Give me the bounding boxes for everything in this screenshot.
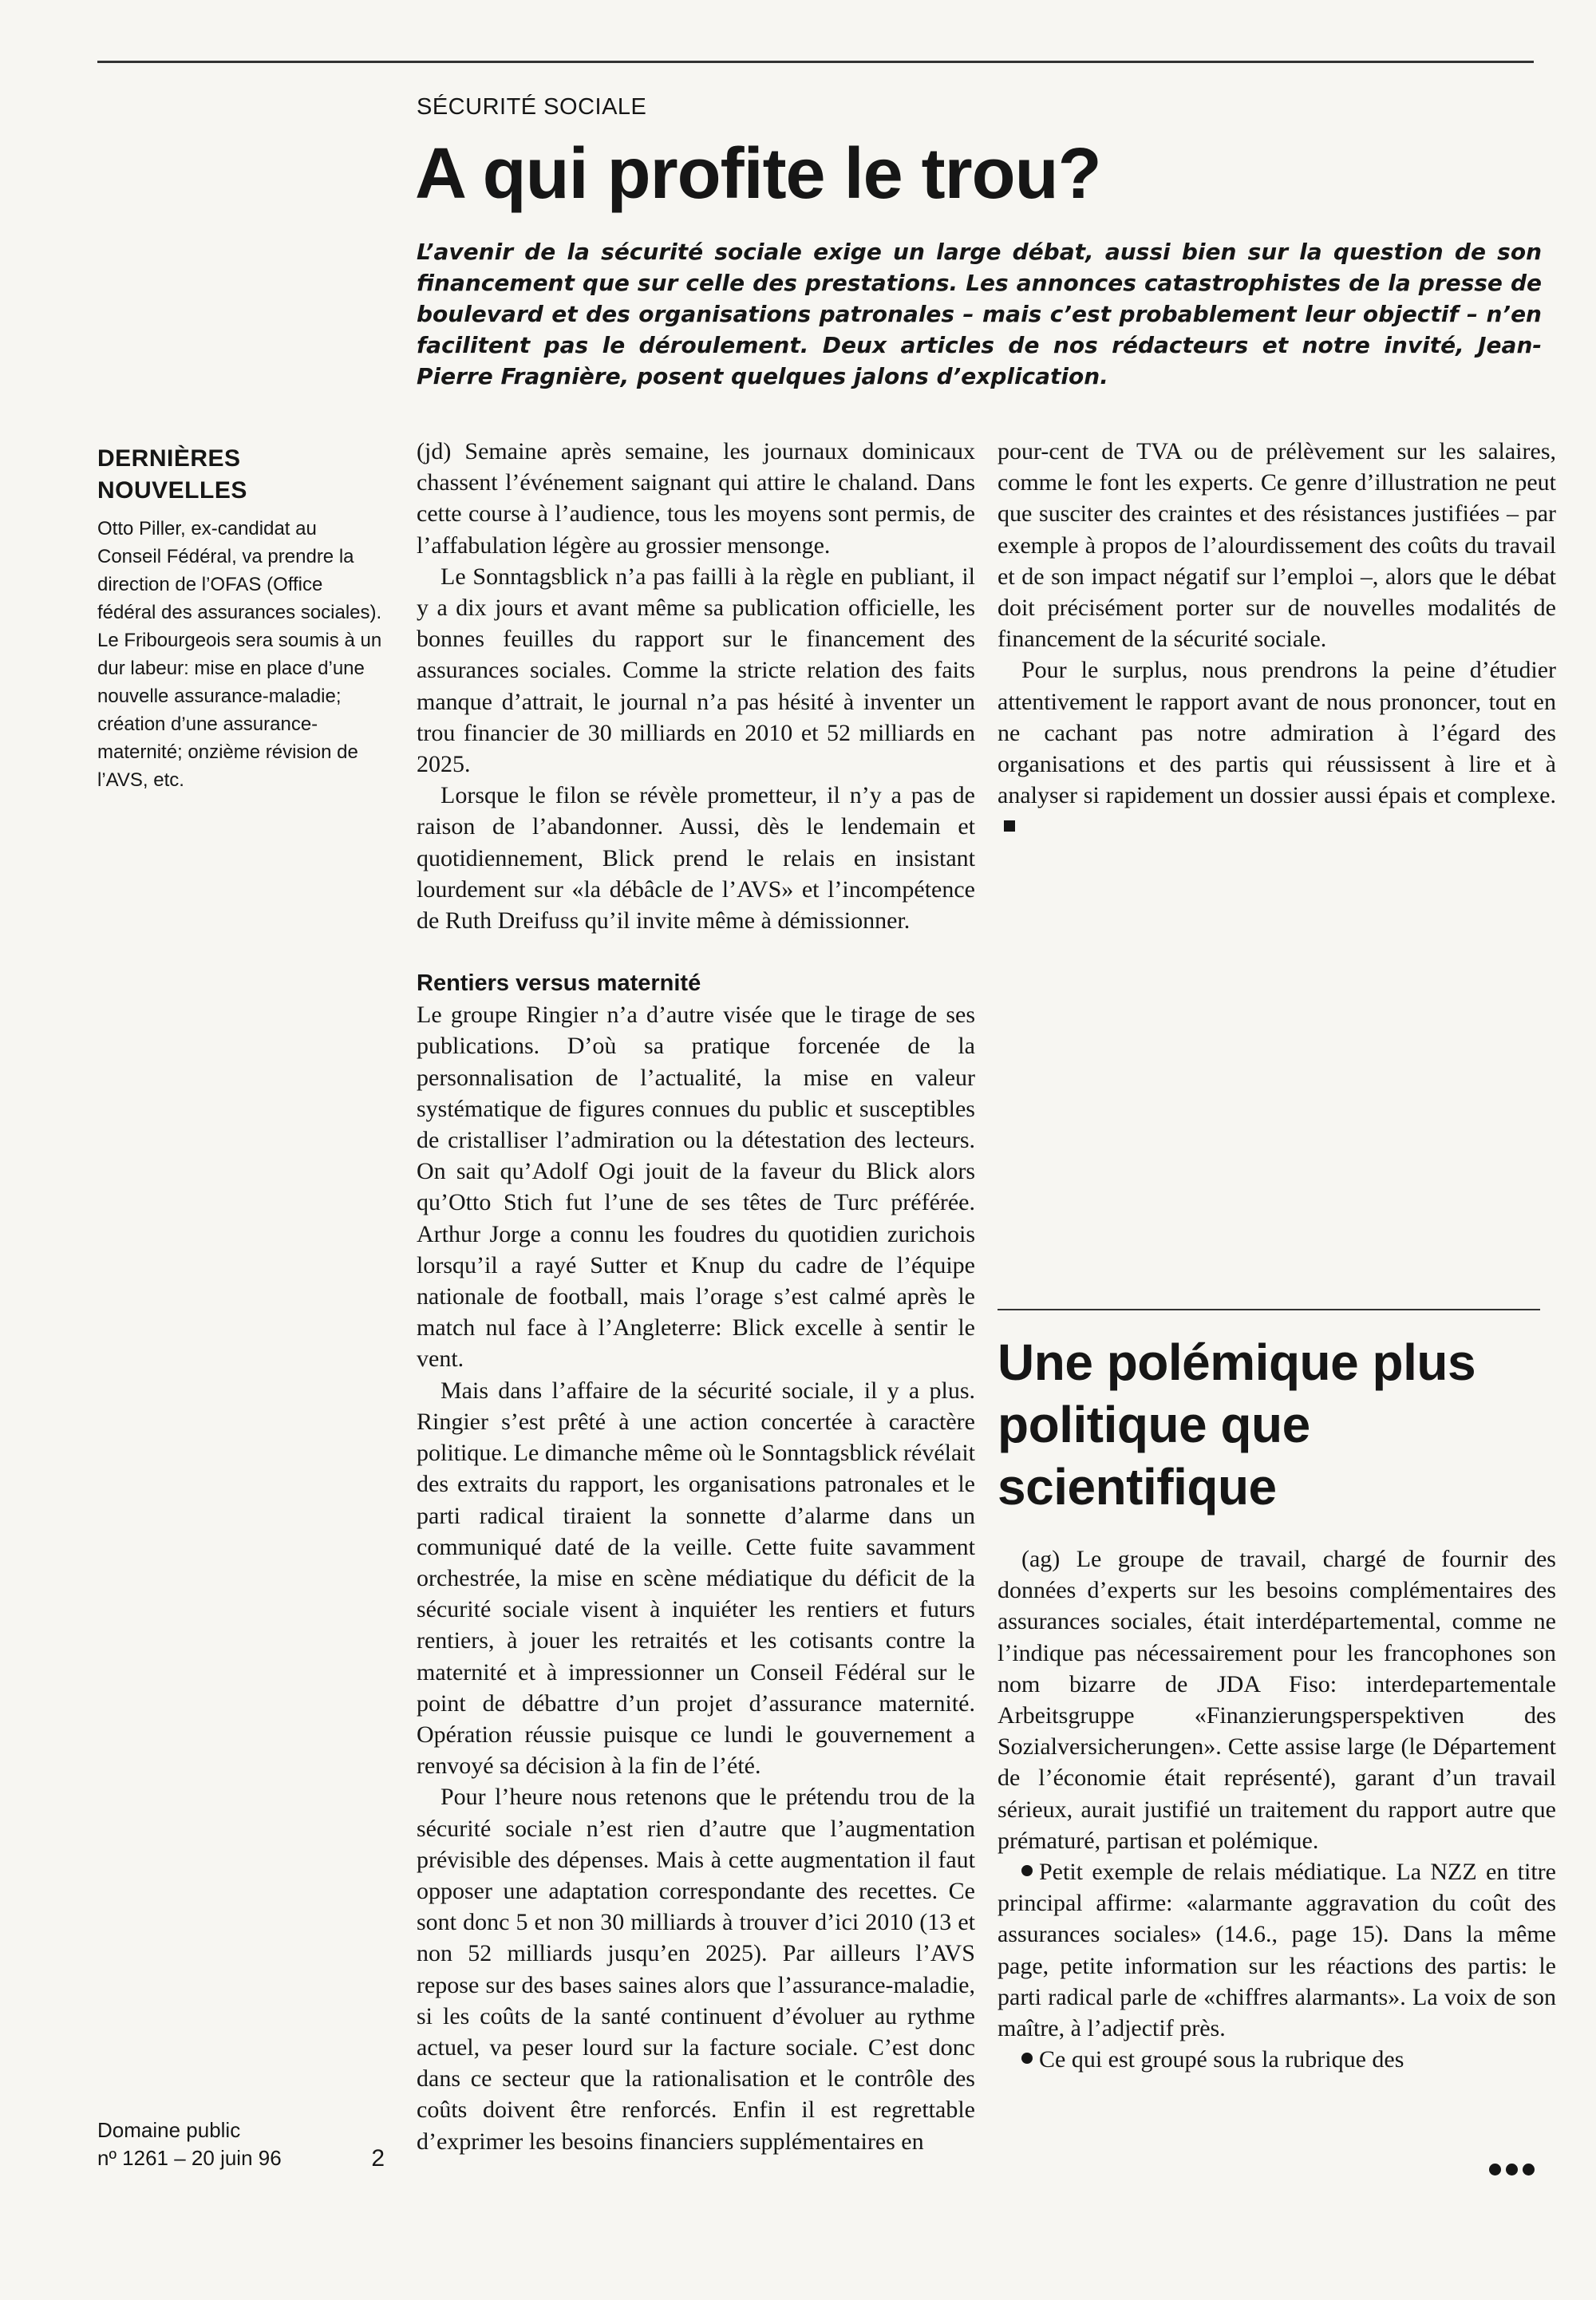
article-column-1 — [417, 436, 975, 2157]
article-column-2 — [998, 436, 1556, 843]
article-paragraph: (jd) Semaine après semaine, les journaux dominicaux chassent l’événement saignant qui attire le chaland. Dans cette course à l’audience, tous les moyens sont permis, de l’affabulation légère au grossier mensonge. — [417, 438, 975, 559]
article-paragraph: Le groupe Ringier n’a d’autre visée que le tirage de ses publications. D’où sa pratique forcenée de la personnalisation de l’actualité, la mise en valeur systématique de figures connues du public et susceptibles de cristalliser l’admiration ou la détestation des lecteurs. On sait qu’Adolf Ogi jouit de la faveur du Blick alors qu’Otto Stich fut l’une de ses têtes de Turc préférée. Arthur Jorge a connu les foudres du quotidien zurichois lorsqu’il a rayé Sutter et Knup du cadre de l’équipe nationale de football, mais l’orage s’est calmé après le match nul face à l’Angleterre: Blick excelle à sentir le vent. — [417, 1002, 975, 1373]
article-paragraph: Pour l’heure nous retenons que le prétendu trou de la sécurité sociale n’est rien d’autre que l’augmentation prévisible des dépenses. Mais à cette augmentation il faut opposer une adaptation correspondante des recettes. Ce sont donc 5 et non 30 milliards à trouver d’ici 2010 (13 et non 52 milliards jusqu’en 2025). Par ailleurs l’AVS repose sur des bases saines alors que l’assurance-maladie, si les coûts de la santé continuent d’évoluer au rythme actuel, va peser lourd sur la facture sociale. C’est donc dans ce secteur que la rationalisation et le contrôle des coûts doivent être renforcés. Enfin il est regrettable d’exprimer les besoins financiers supplémentaires en — [417, 1784, 975, 2155]
sidebar-heading: DERNIÈRES NOUVELLES — [97, 445, 247, 504]
end-of-article-mark — [1004, 820, 1015, 832]
article-paragraph: Lorsque le filon se révèle prometteur, il n’y a pas de raison de l’abandonner. Aussi, dès le lendemain et quotidiennement, Blick prend le relais en insistant lourdement sur «la débâcle de l’AVS» et l’incompétence de Ruth Dreifuss qu’il invite même à démissionner. — [417, 782, 975, 935]
article-paragraph-text: Petit exemple de relais médiatique. La NZZ en titre principal affirme: «alarmante aggravation du coût des assurances sociales» (14.6., page 15). Dans la même page, petite information sur les réactions des partis: le parti radical parle de «chiffres alarmants». La voix de son maître, à l’adjectif près. — [998, 1859, 1556, 2042]
issue-info: nº 1261 – 20 juin 96 — [97, 2146, 282, 2170]
article-subheading: Rentiers versus maternité — [417, 970, 701, 997]
second-article-body — [998, 1543, 1556, 2075]
page-footer — [97, 2116, 385, 2172]
continued-dots-icon — [1489, 2164, 1535, 2176]
article-paragraph-text: Pour le surplus, nous prendrons la peine d’étudier attentivement le rapport avant de nous prononcer, tout en ne cachant pas notre admiration à l’égard des organisations et des partis qui réussissent à lire et à analyser si rapidement un dossier aussi épais et complexe. — [998, 657, 1556, 809]
article-paragraph: (ag) Le groupe de travail, chargé de fournir des données d’experts sur les besoins complémentaires des assurances sociales, était interdépartemental, comme ne l’indique pas nécessairement pour les francophones son nom bizarre de JDA Fiso: interdepartementale Arbeitsgruppe «Finanzierungsperspektiven des Sozialversicherungen». Cette assise large (le Département de l’économie était représenté), garant d’un travail sérieux, aurait justifié un traitement du rapport autre que prématuré, partisan et polémique. — [998, 1546, 1556, 1854]
article-paragraph — [998, 1856, 1556, 2044]
article-paragraph-text: Ce qui est groupé sous la rubrique des — [1039, 2046, 1404, 2073]
page-number: 2 — [371, 2145, 385, 2172]
top-rule — [97, 61, 1534, 63]
article-paragraph: Le Sonntagsblick n’a pas failli à la règle en publiant, il y a dix jours et avant même sa publication officielle, les bonnes feuilles du rapport sur le financement des assurances sociales. Comme la stricte relation des faits manque d’attrait, le journal n’a pas hésité à inventer un trou financier de 30 milliards en 2010 et 52 milliards en 2025. — [417, 563, 975, 778]
article-paragraph — [998, 2044, 1556, 2075]
article-paragraph: Mais dans l’affaire de la sécurité sociale, il y a plus. Ringier s’est prêté à une action concertée à caractère politique. Le dimanche même où le Sonntagsblick révélait des extraits du rapport, les organisations patronales et le parti radical tiraient la sonnette d’alarme dans un communiqué daté de la veille. Cette fuite savamment orchestrée, la mise en scène médiatique du déficit de la sécurité sociale visent à inquiéter les rentiers et futurs rentiers, à jouer les retraités et les cotisants contre la maternité et à impressionner un Conseil Fédéral sur le point de débattre d’un projet d’assurance maternité. Opération réussie puisque ce lundi le gouvernement a renvoyé sa décision à la fin de l’été. — [417, 1377, 975, 1780]
second-article-title: Une polémique plus politique que scientifique — [998, 1334, 1476, 1516]
sidebar-text: Otto Piller, ex-candidat au Conseil Fédéral, va prendre la direction de l’OFAS (Office fédéral des assurances sociales). Le Fribourgeois sera soumis à un dur labeur: mise en place d’une nouvelle assurance-maladie; création d’une assurance-maternité; onzième révision de l’AVS, etc. — [97, 518, 382, 791]
sidebar-news — [97, 443, 385, 794]
bullet-icon — [1021, 1865, 1033, 1876]
section-kicker: SÉCURITÉ SOCIALE — [417, 94, 647, 120]
article-title: A qui profite le trou? — [415, 134, 1101, 214]
bullet-icon — [1021, 2053, 1033, 2064]
publication-name: Domaine public — [97, 2118, 241, 2142]
article-separator-rule — [998, 1309, 1540, 1310]
article-paragraph — [998, 654, 1556, 842]
article-lead: L’avenir de la sécurité sociale exige un large débat, aussi bien sur la question de son financement que sur celle des prestations. Les annonces catastrophistes de la presse de boulevard et des organisations patronales – mais c’est probablement leur objectif – n’en facilitent pas le déroulement. Deux articles de nos rédacteurs et notre invité, Jean-Pierre Fragnière, posent quelques jalons d’explication. — [417, 239, 1542, 389]
article-paragraph-continued: pour-cent de TVA ou de prélèvement sur les salaires, comme le font les experts. Ce genre d’illustration ne peut que susciter des craintes et des résistances justifiées – par exemple à propos de l’alourdissement des coûts du travail et de son impact négatif sur l’emploi –, alors que le débat doit précisément porter sur de nouvelles modalités de financement de la sécurité sociale. — [998, 438, 1556, 653]
